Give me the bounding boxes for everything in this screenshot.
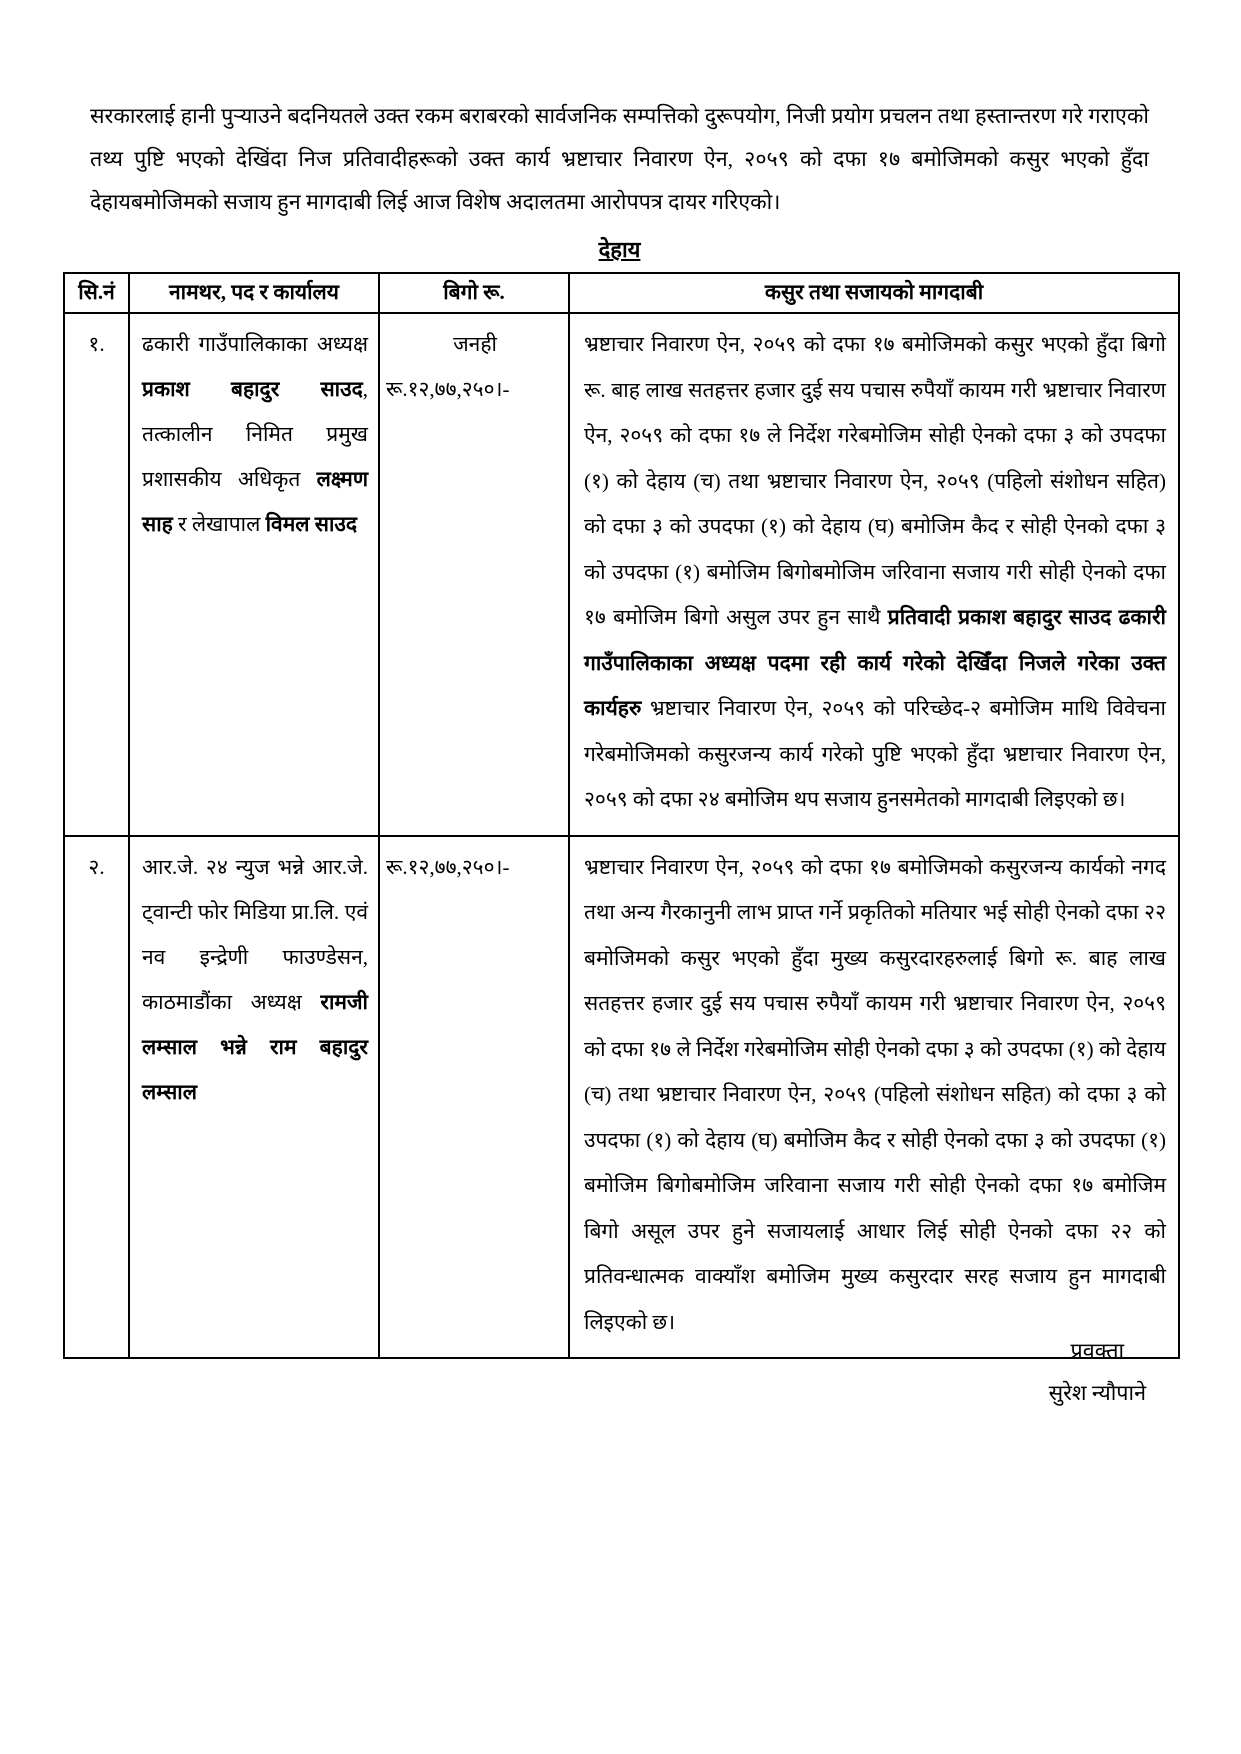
- intro-paragraph: सरकारलाई हानी पुऱ्याउने बदनियतले उक्त रकम बराबरको सार्वजनिक सम्पत्तिको दुरूपयोग, निजी प्रयोग प्रचलन तथा हस्तान्तरण गरे गराएको तथ्य पुष्टि भएको देखिंदा निज प्रतिवादीहरूको उक्त कार्य भ्रष्टाचार निवारण ऐन, २०५९ को दफा १७ बमोजिमको कसुर भएको हुँदा देहायबमोजिमको सजाय हुन मागदाबी लिई आज विशेष अदालतमा आरोपपत्र दायर गरिएको।: [90, 104, 1149, 214]
- defendant-name-cell: आर.जे. २४ न्युज भन्ने आर.जे. ट्वान्टी फोर मिडिया प्रा.लि. एवं नव इन्द्रेणी फाउण्डेसन, काठमाडौंका अध्यक्ष रामजी लम्साल भन्ने राम बहादुर लम्साल: [129, 836, 379, 1359]
- charge-description-cell: भ्रष्टाचार निवारण ऐन, २०५९ को दफा १७ बमोजिमको कसुरजन्य कार्यको नगद तथा अन्य गैरकानुनी लाभ प्राप्त गर्ने प्रकृतिको मतियार भई सोही ऐनको दफा २२ बमोजिमको कसुर भएको हुँदा मुख्य कसुरदारहरुलाई बिगो रू. बाह लाख सतहत्तर हजार दुई सय पचास रुपैयाँ कायम गरी भ्रष्टाचार निवारण ऐन, २०५९ को दफा १७ ले निर्देश गरेबमोजिम सोही ऐनको दफा ३ को उपदफा (१) को देहाय (च) तथा भ्रष्टाचार निवारण ऐन, २०५९ (पहिलो संशोधन सहित) को दफा ३ को उपदफा (१) को देहाय (घ) बमोजिम कैद र सोही ऐनको दफा ३ को उपदफा (१) बमोजिम बिगोबमोजिम जरिवाना सजाय गरी सोही ऐनको दफा १७ बमोजिम बिगो असूल उपर हुने सजायलाई आधार लिई सोही ऐनको दफा २२ को प्रतिवन्धात्मक वाक्याँश बमोजिम मुख्य कसुरदार सरह सजाय हुन मागदाबी लिइएको छ।: [569, 836, 1179, 1359]
- signature-role: प्रवक्ता: [1070, 1339, 1125, 1363]
- column-header-amount: बिगो रू.: [379, 273, 569, 313]
- column-header-serial-number: सि.नं: [64, 273, 129, 313]
- amount-value: रू.१२,७७,२५०।-: [386, 377, 510, 401]
- amount-cell: [379, 836, 569, 1359]
- serial-number-cell: १.: [64, 313, 129, 836]
- amount-qualifier: जनही: [453, 332, 497, 356]
- charge-description-cell: भ्रष्टाचार निवारण ऐन, २०५९ को दफा १७ बमोजिमको कसुर भएको हुँदा बिगो रू. बाह लाख सतहत्तर हजार दुई सय पचास रुपैयाँ कायम गरी भ्रष्टाचार निवारण ऐन, २०५९ को दफा १७ ले निर्देश गरेबमोजिम सोही ऐनको दफा ३ को उपदफा (१) को देहाय (च) तथा भ्रष्टाचार निवारण ऐन, २०५९ (पहिलो संशोधन सहित) को दफा ३ को उपदफा (१) को देहाय (घ) बमोजिम कैद र सोही ऐनको दफा ३ को उपदफा (१) बमोजिम बिगोबमोजिम जरिवाना सजाय गरी सोही ऐनको दफा १७ बमोजिम बिगो असुल उपर हुन साथै प्रतिवादी प्रकाश बहादुर साउद ढकारी गाउँपालिकाका अध्यक्ष पदमा रही कार्य गरेको देखिँदा निजले गरेका उक्त कार्यहरु भ्रष्टाचार निवारण ऐन, २०५९ को परिच्छेद-२ बमोजिम माथि विवेचना गरेबमोजिमको कसुरजन्य कार्य गरेको पुष्टि भएको हुँदा भ्रष्टाचार निवारण ऐन, २०५९ को दफा २४ बमोजिम थप सजाय हुनसमेतको मागदाबी लिइएको छ।: [569, 313, 1179, 836]
- signature-block: [1049, 1330, 1146, 1414]
- table-header-row: [64, 273, 1179, 313]
- serial-number-cell: २.: [64, 836, 129, 1359]
- amount-cell: [379, 313, 569, 836]
- table-row: [64, 836, 1179, 1359]
- section-heading: देहाय: [598, 237, 641, 262]
- column-header-name-position-office: नामथर, पद र कार्यालय: [129, 273, 379, 313]
- charges-table: [63, 272, 1180, 1359]
- amount-value: रू.१२,७७,२५०।-: [386, 854, 510, 879]
- defendant-name-cell: ढकारी गाउँपालिकाका अध्यक्ष प्रकाश बहादुर साउद, तत्कालीन निमित प्रमुख प्रशासकीय अधिकृत लक्ष्मण साह र लेखापाल विमल साउद: [129, 313, 379, 836]
- column-header-charge-and-punishment: कसुर तथा सजायको मागदाबी: [569, 273, 1179, 313]
- table-row: [64, 313, 1179, 836]
- signature-name: सुरेश न्यौपाने: [1048, 1381, 1146, 1405]
